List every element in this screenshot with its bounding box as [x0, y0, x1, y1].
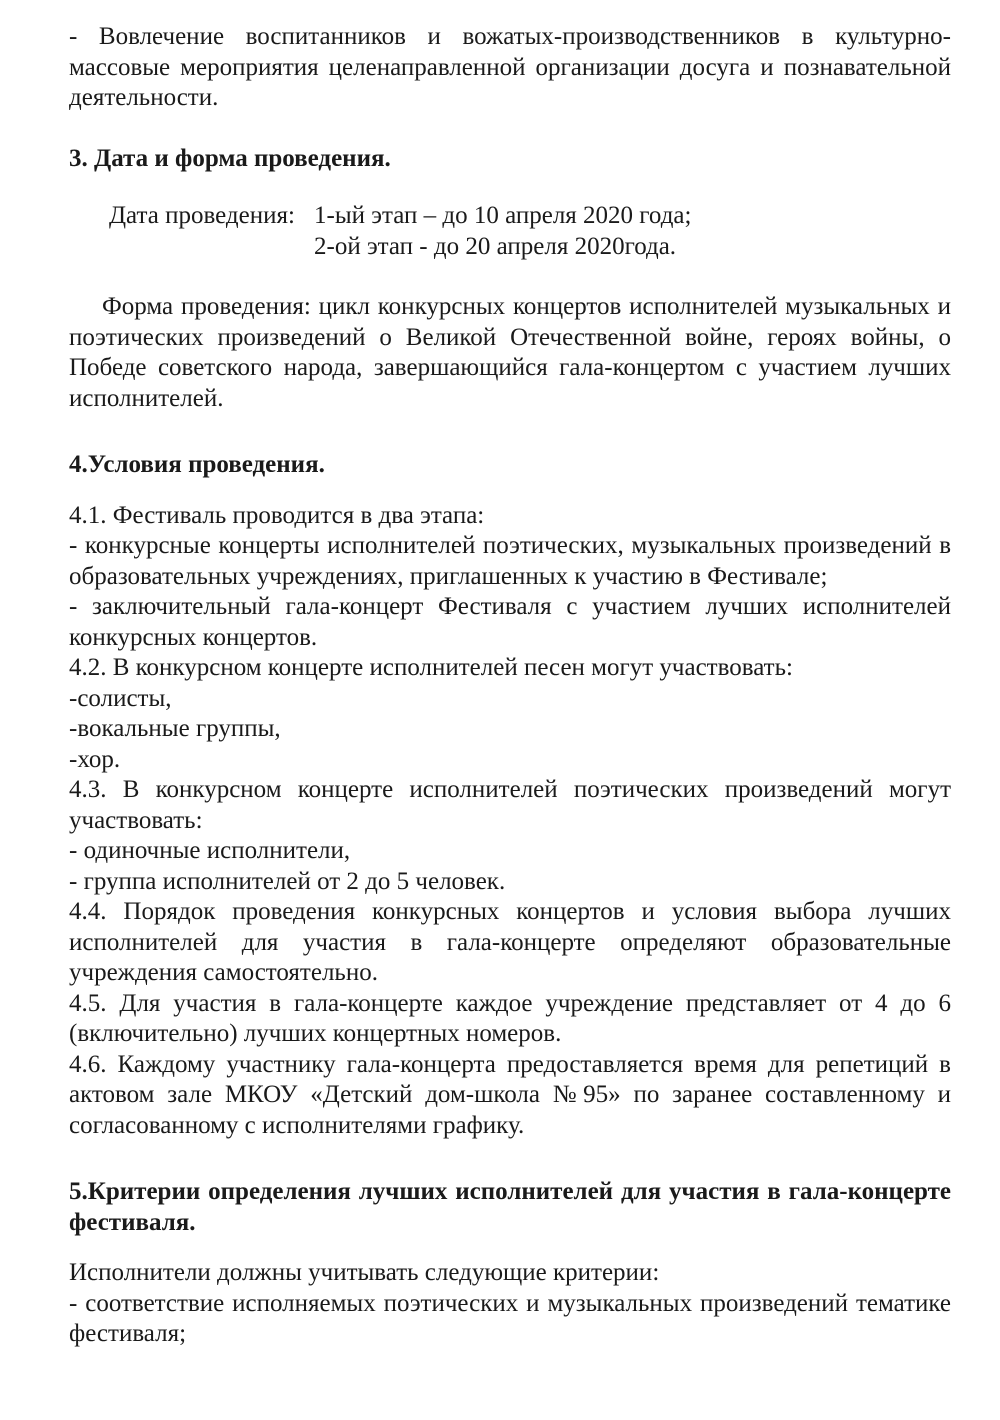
date-label: Дата проведения:	[109, 202, 295, 229]
list-item: 4.5. Для участия в гала-концерте каждое учреждение представляет от 4 до 6 (включительно) лучших концертных номеров.	[69, 989, 951, 1047]
date-block	[69, 201, 951, 262]
list-item: - одиночные исполнители,	[69, 837, 351, 864]
list-item: 4.2. В конкурсном концерте исполнителей песен могут участвовать:	[69, 654, 793, 681]
criteria-intro: Исполнители должны учитывать следующие критерии:	[69, 1259, 660, 1286]
criteria-item: - соответствие исполняемых поэтических и музыкальных произведений тематике фестиваля;	[69, 1289, 951, 1347]
list-item: - группа исполнителей от 2 до 5 человек.	[69, 867, 506, 895]
list-item: -хор.	[69, 745, 121, 773]
document-page	[69, 22, 951, 1350]
list-item: - конкурсные концерты исполнителей поэтических, музыкальных произведений в образовательных учреждениях, приглашенных к участию в Фестивале;	[69, 532, 951, 590]
list-item: -вокальные группы,	[69, 715, 281, 742]
date-stage-2: 2-ой этап - до 20 апреля 2020года.	[314, 232, 677, 260]
date-stage-1: 1-ый этап – до 10 апреля 2020 года;	[314, 202, 692, 229]
form-paragraph: Форма проведения: цикл конкурсных концертов исполнителей музыкальных и поэтических произведений о Великой Отечественной войне, героях войны, о Победе советского народа, завершающийся гала-концертом с участием лучших исполнителей.	[69, 293, 951, 412]
list-item: -солисты,	[69, 684, 172, 712]
list-item: 4.1. Фестиваль проводится в два этапа:	[69, 501, 485, 529]
list-item: 4.6. Каждому участнику гала-концерта предоставляется время для репетиций в актовом зале МКОУ «Детский дом-школа №95» по заранее составленному и согласованному с исполнителями графику.	[69, 1050, 951, 1139]
list-item: 4.3. В конкурсном концерте исполнителей поэтических произведений могут участвовать:	[69, 776, 951, 834]
section-5-heading: 5.Критерии определения лучших исполнителей для участия в гала-концерте фестиваля.	[69, 1178, 951, 1236]
date-row-1	[109, 201, 951, 232]
section-4-heading: 4.Условия проведения.	[69, 451, 325, 478]
list-item: - заключительный гала-концерт Фестиваля с участием лучших исполнителей конкурсных концертов.	[69, 593, 951, 651]
intro-bullet: - Вовлечение воспитанников и вожатых-производственников в культурно-массовые мероприятия целенаправленной организации досуга и познавательной деятельности.	[69, 23, 951, 111]
section-3-heading: 3. Дата и форма проведения.	[69, 144, 391, 172]
section-4-list	[69, 501, 951, 1142]
list-item: 4.4. Порядок проведения конкурсных концертов и условия выбора лучших исполнителей для участия в гала-концерте определяют образовательные учреждения самостоятельно.	[69, 898, 951, 986]
